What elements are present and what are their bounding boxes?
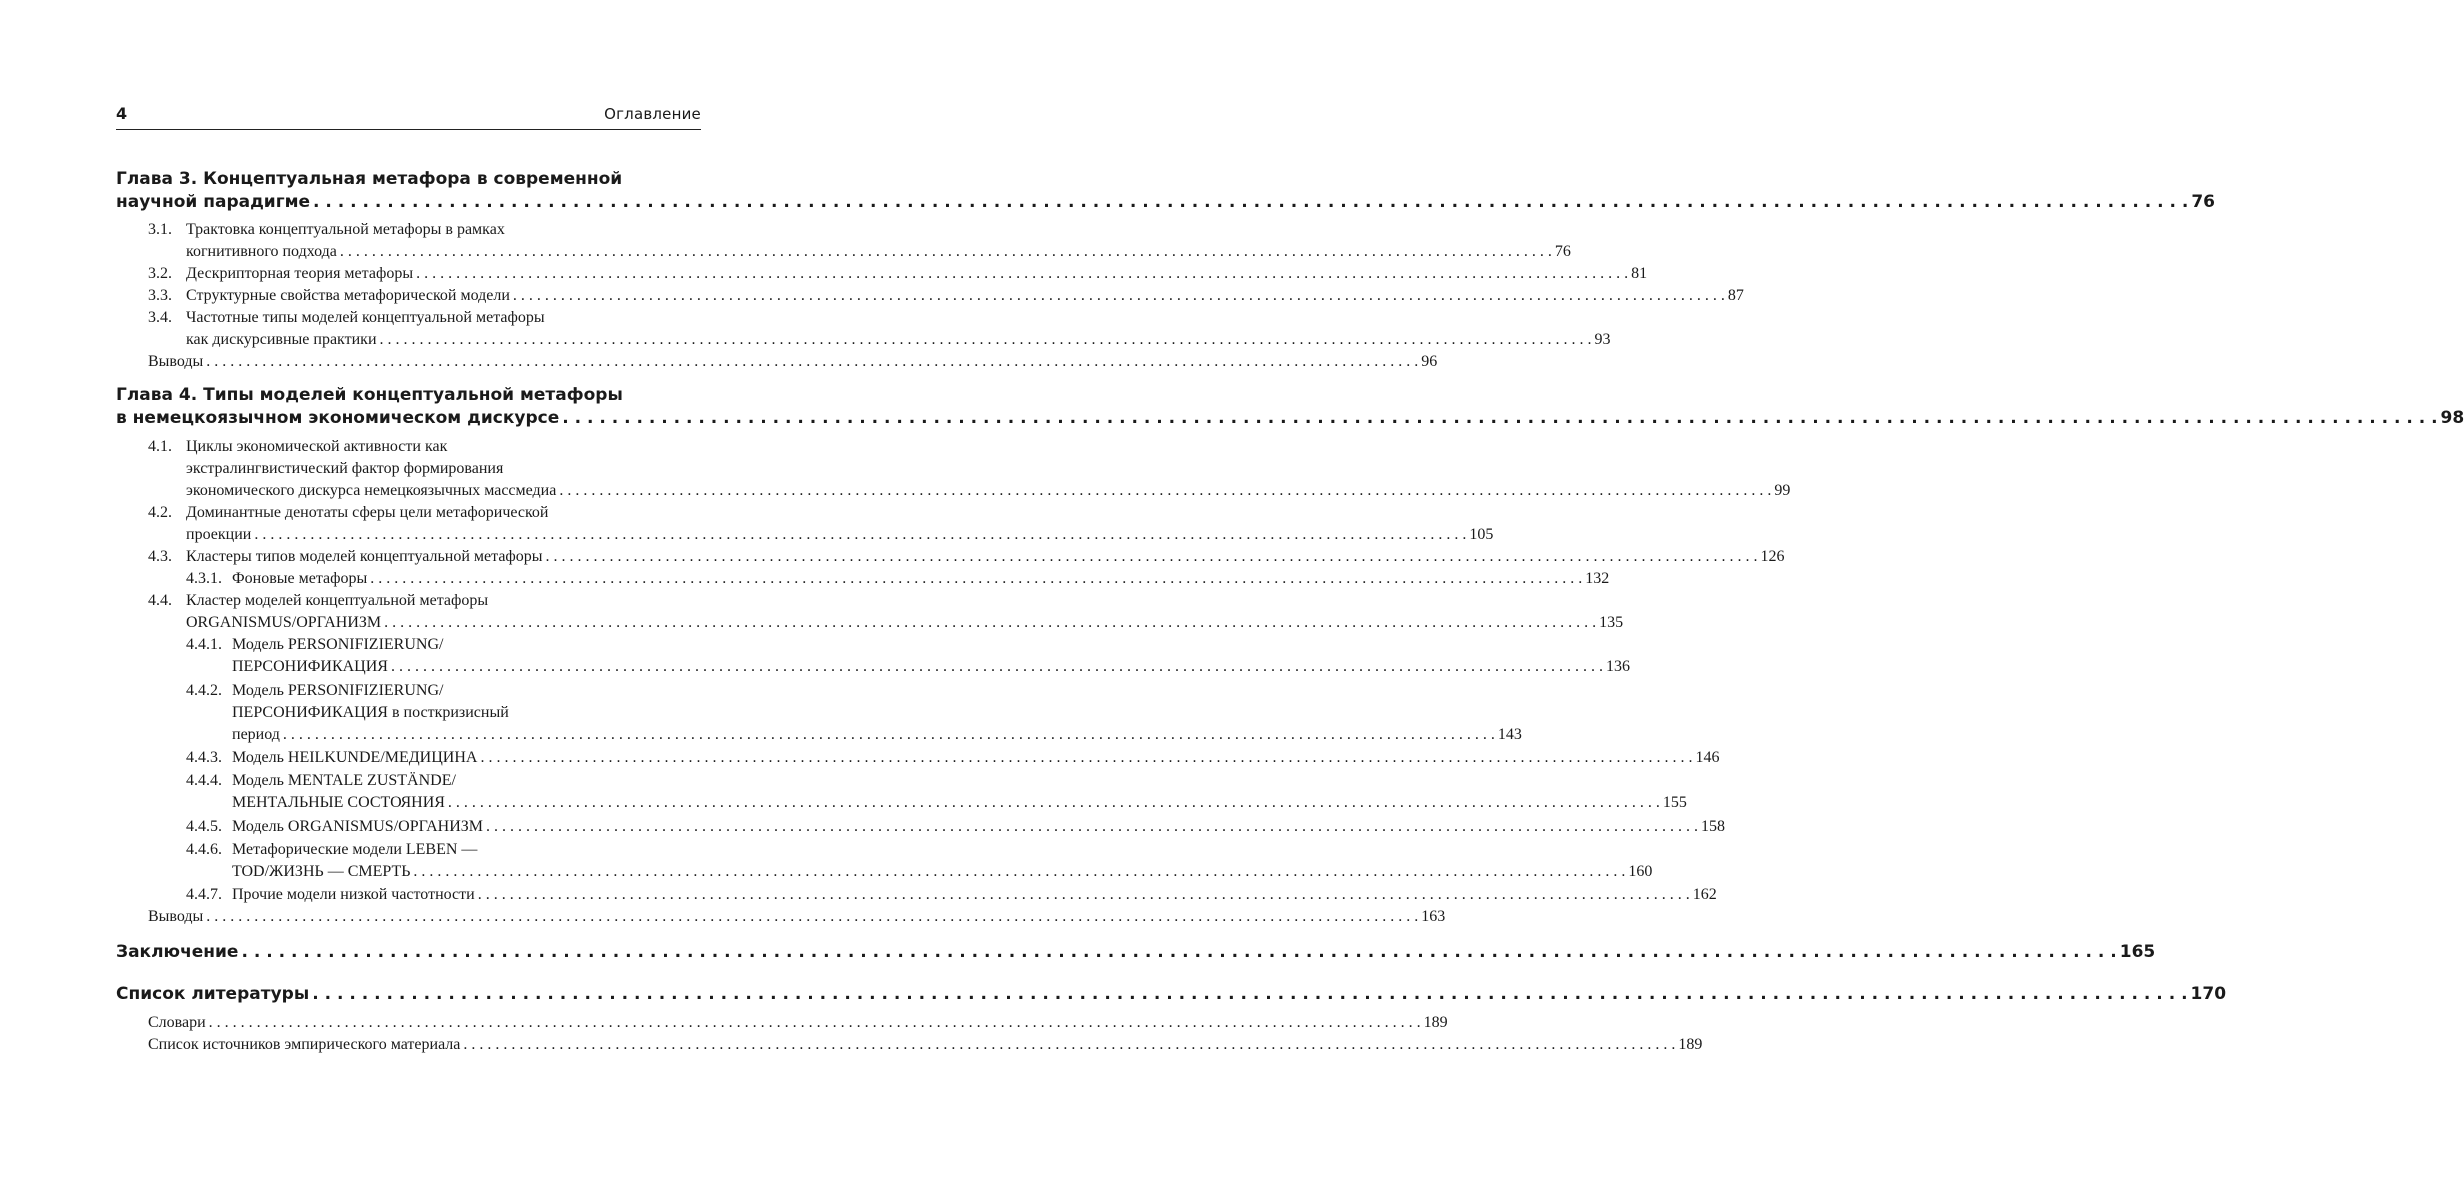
toc-entry-title: научной парадигме [116, 192, 311, 212]
page-ref: 160 [1628, 863, 1653, 880]
page-ref: 135 [1599, 614, 1624, 631]
toc-dictionaries[interactable] [148, 1012, 1448, 1034]
toc-entry-title: Модель HEILKUNDE/МЕДИЦИНА [232, 749, 478, 766]
page-ref: 136 [1605, 658, 1630, 675]
toc-conclusion[interactable] [116, 941, 2156, 964]
dot-leader [448, 794, 1660, 811]
page-ref: 93 [1594, 331, 1611, 348]
toc-entry-title: ПЕРСОНИФИКАЦИЯ [232, 658, 388, 675]
dot-leader [478, 886, 1690, 903]
dot-leader [370, 570, 1582, 587]
toc-subsection[interactable] [232, 634, 1630, 678]
toc-subsection[interactable] [232, 680, 1522, 746]
toc-sources[interactable] [148, 1034, 1703, 1056]
toc-section[interactable] [186, 263, 1648, 285]
page-ref: 132 [1585, 570, 1610, 587]
toc-entry-title: Доминантные денотаты сферы цели метафорической [186, 504, 549, 521]
page-ref: 98 [2440, 408, 2464, 428]
subsection-number: 4.4.5. [186, 818, 222, 835]
toc-section[interactable] [186, 502, 1494, 546]
dot-leader [206, 353, 1418, 370]
section-number: 3.1. [148, 221, 172, 238]
subsection-number: 4.4.1. [186, 636, 222, 653]
section-number: 4.1. [148, 438, 172, 455]
subsection-number: 4.4.7. [186, 886, 222, 903]
toc-entry-title: Частотные типы моделей концептуальной метафоры [186, 309, 545, 326]
dot-leader [513, 287, 1725, 304]
toc-entry-title: Структурные свойства метафорической модели [186, 287, 510, 304]
toc-entry-title: Метафорические модели LEBEN — [232, 841, 478, 858]
subsection-number: 4.4.6. [186, 841, 222, 858]
toc-entry-title: Модель MENTALE ZUSTÄNDE/ [232, 772, 456, 789]
page-ref: 81 [1631, 265, 1648, 282]
page-ref: 99 [1774, 482, 1791, 499]
page-ref: 155 [1662, 794, 1687, 811]
page-ref: 76 [1554, 243, 1571, 260]
subsection-number: 4.4.3. [186, 749, 222, 766]
toc-entry-title: ORGANISMUS/ОРГАНИЗМ [186, 614, 382, 631]
toc-entry-title: экстралингвистический фактор формирования [186, 460, 504, 477]
dot-leader [463, 1036, 1675, 1053]
toc-subsection[interactable] [232, 568, 1610, 590]
toc-entry-title: Прочие модели низкой частотности [232, 886, 475, 903]
dot-leader [206, 908, 1418, 925]
toc-entry-title: Глава 3. Концептуальная метафора в современной [116, 169, 623, 189]
page-ref: 87 [1727, 287, 1744, 304]
toc-entry-title: МЕНТАЛЬНЫЕ СОСТОЯНИЯ [232, 794, 445, 811]
dot-leader [312, 984, 2187, 1004]
toc-subsection[interactable] [232, 839, 1653, 883]
toc-subsection[interactable] [232, 747, 1720, 769]
toc-section[interactable] [186, 285, 1744, 307]
page-ref: 96 [1421, 353, 1438, 370]
subsection-number: 4.4.2. [186, 682, 222, 699]
running-title: Оглавление [604, 105, 701, 123]
page-ref: 143 [1497, 726, 1522, 743]
toc-conclusions[interactable] [148, 351, 1438, 373]
toc-entry-title: Циклы экономической активности как [186, 438, 448, 455]
toc-section[interactable] [186, 219, 1571, 263]
subsection-number: 4.3.1. [186, 570, 222, 587]
toc-entry-title: Дескрипторная теория метафоры [186, 265, 414, 282]
toc-subsection[interactable] [232, 884, 1717, 906]
toc-entry-title: Выводы [148, 908, 204, 925]
section-number: 3.4. [148, 309, 172, 326]
toc-entry-title: Выводы [148, 353, 204, 370]
toc-references[interactable] [116, 983, 2227, 1006]
page-ref: 126 [1760, 548, 1785, 565]
toc-entry-title: Модель ORGANISMUS/ОРГАНИЗМ [232, 818, 483, 835]
toc-entry-title: когнитивного подхода [186, 243, 337, 260]
page-header [116, 104, 701, 130]
page-ref: 189 [1423, 1014, 1448, 1031]
toc-entry-title: ПЕРСОНИФИКАЦИЯ в посткризисный [232, 704, 509, 721]
toc-entry-title: Трактовка концептуальной метафоры в рамках [186, 221, 505, 238]
subsection-number: 4.4.4. [186, 772, 222, 789]
toc-entry-title: Список литературы [116, 984, 310, 1004]
page-ref: 165 [2119, 942, 2156, 962]
dot-leader [486, 818, 1698, 835]
toc-entry-title: Модель PERSONIFIZIERUNG/ [232, 636, 444, 653]
page-ref: 170 [2190, 984, 2227, 1004]
dot-leader [559, 482, 1771, 499]
page-ref: 76 [2191, 192, 2216, 212]
toc-entry-title: Кластеры типов моделей концептуальной метафоры [186, 548, 543, 565]
page-ref: 163 [1421, 908, 1446, 925]
toc-entry-title: Фоновые метафоры [232, 570, 368, 587]
dot-leader [283, 726, 1495, 743]
dot-leader [313, 192, 2188, 212]
toc-entry-title: Кластер моделей концептуальной метафоры [186, 592, 489, 609]
toc-chapter[interactable] [116, 168, 2216, 214]
dot-leader [546, 548, 1758, 565]
toc-section[interactable] [186, 436, 1791, 502]
toc-entry-title: в немецкоязычном экономическом дискурсе [116, 408, 560, 428]
dot-leader [254, 526, 1466, 543]
section-number: 3.3. [148, 287, 172, 304]
toc-entry-title: TOD/ЖИЗНЬ — СМЕРТЬ [232, 863, 411, 880]
toc-entry-title: Список источников эмпирического материала [148, 1036, 461, 1053]
dot-leader [413, 863, 1625, 880]
dot-leader [416, 265, 1628, 282]
toc-chapter[interactable] [116, 384, 2464, 430]
page-number: 4 [116, 104, 128, 123]
page-ref: 162 [1692, 886, 1717, 903]
toc-entry-title: как дискурсивные практики [186, 331, 377, 348]
dot-leader [480, 749, 1692, 766]
page-ref: 158 [1701, 818, 1725, 835]
toc-entry-title: проекции [186, 526, 252, 543]
toc-entry-title: Заключение [116, 942, 239, 962]
dot-leader [380, 331, 1592, 348]
toc-section[interactable] [186, 590, 1624, 634]
toc-section[interactable] [186, 546, 1785, 568]
toc-subsection[interactable] [232, 816, 1725, 838]
section-number: 4.2. [148, 504, 172, 521]
section-number: 4.4. [148, 592, 172, 609]
toc-entry-title: Глава 4. Типы моделей концептуальной метафоры [116, 385, 623, 405]
dot-leader [391, 658, 1603, 675]
dot-leader [241, 942, 2116, 962]
toc-conclusions[interactable] [148, 906, 1446, 928]
toc-entry-title: Словари [148, 1014, 206, 1031]
page-ref: 146 [1695, 749, 1720, 766]
toc-entry-title: период [232, 726, 280, 743]
page-ref: 189 [1678, 1036, 1703, 1053]
dot-leader [340, 243, 1552, 260]
section-number: 4.3. [148, 548, 172, 565]
toc-section[interactable] [186, 307, 1611, 351]
dot-leader [209, 1014, 1421, 1031]
dot-leader [384, 614, 1596, 631]
toc-entry-title: Модель PERSONIFIZIERUNG/ [232, 682, 444, 699]
dot-leader [562, 408, 2437, 428]
section-number: 3.2. [148, 265, 172, 282]
toc-subsection[interactable] [232, 770, 1687, 814]
toc-entry-title: экономического дискурса немецкоязычных массмедиа [186, 482, 557, 499]
page-ref: 105 [1469, 526, 1494, 543]
